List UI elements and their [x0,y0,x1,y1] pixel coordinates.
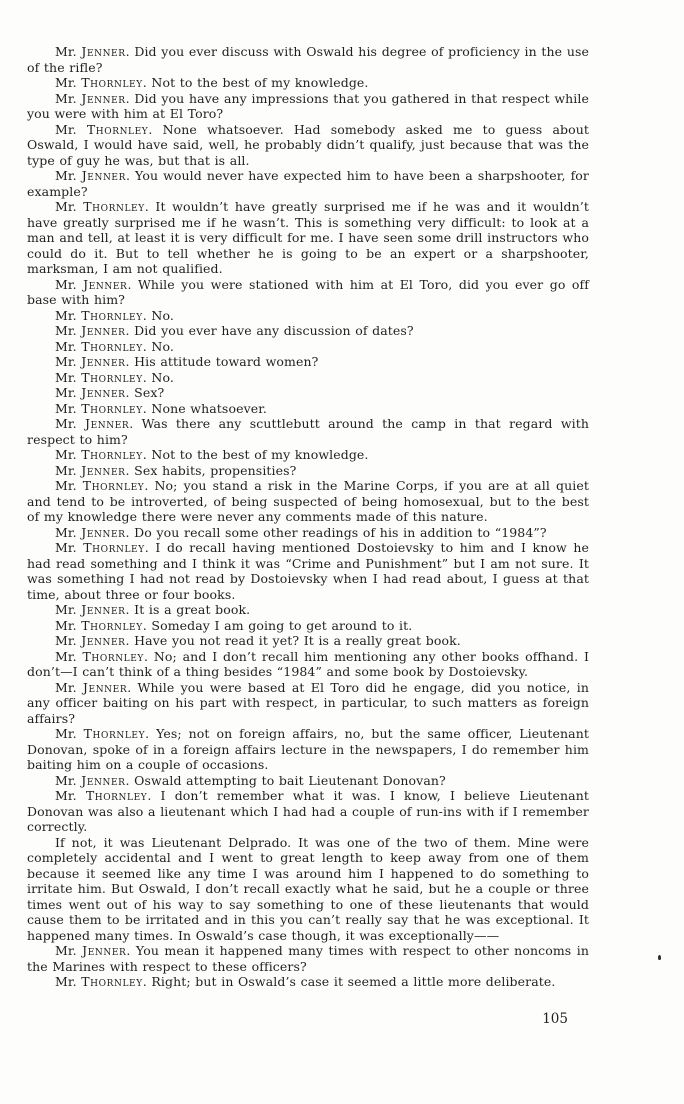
transcript-paragraph: Mr. Thornley. Not to the best of my knowledge. [55,447,369,462]
speaker-name: Mr. Jenner. [55,943,131,958]
speaker-name: Mr. Thornley. [55,447,147,462]
speaker-name: Mr. Thornley. [55,307,147,323]
speaker-name: Mr. Jenner. [55,772,130,788]
speaker-name: Mr. Jenner. [55,462,130,478]
speaker-name: Mr. Jenner. [55,276,132,292]
speaker-name: Mr. Thornley. [55,788,152,803]
speaker-name: Mr. Thornley. [55,478,149,493]
speaker-name: Mr. Jenner. [55,168,131,183]
transcript-paragraph: Mr. Thornley. No; you stand a risk in the Marine Corps, if you are at all quiet and tend to be introverted, of being suspected of being homosexual, but to the best of my knowledge there were never any comments made of this nature. [27,478,590,524]
transcript-paragraph: Mr. Jenner. Sex? [55,385,165,400]
speaker-name: Mr. Jenner. [55,602,130,617]
transcript-paragraph: Mr. Thornley. I don’t remember what it was. I know, I believe Lieutenant Donovan was also a lieutenant which I had had a couple of run-ins with if I remember correctly. [27,788,590,834]
speaker-name: Mr. Thornley. [55,199,149,214]
speaker-name: Mr. Jenner. [55,44,130,59]
transcript-paragraph: Mr. Jenner. Was there any scuttlebutt around the camp in that regard with respect to him? [27,416,589,447]
transcript-paragraph: Mr. Thornley. Not to the best of my knowledge. [55,75,369,90]
transcript-paragraph: Mr. Thornley. No. [55,307,174,323]
speaker-name: Mr. Jenner. [55,385,130,400]
speaker-name: Mr. Jenner. [55,524,130,540]
transcript-paragraph: Mr. Jenner. While you were based at El Toro did he engage, did you notice, in any officer baiting on his part with respect, in particular, to such matters as foreign affairs? [27,679,589,726]
transcript-paragraph: Mr. Jenner. While you were stationed with him at El Toro, did you ever go off base with him? [27,276,589,307]
speaker-name: Mr. Thornley. [55,369,147,385]
speaker-name: Mr. Thornley. [55,617,147,633]
transcript-paragraph: Mr. Thornley. I do recall having mentioned Dostoievsky to him and I know he had read something and I think it was “Crime and Punishment” but I am not sure. It was something I had not read by Dostoievsky when I had read about, I guess at that time, about three or four books. [27,540,590,602]
transcript-paragraph: Mr. Jenner. Oswald attempting to bait Lieutenant Donovan? [55,772,446,788]
speaker-name: Mr. Thornley. [55,726,150,741]
transcript [27,44,589,990]
transcript-paragraph: Mr. Thornley. Right; but in Oswald’s case it seemed a little more deliberate. [55,974,556,989]
speaker-name: Mr. Jenner. [55,679,132,695]
transcript-paragraph: Mr. Thornley. No; and I don’t recall him mentioning any other books offhand. I don’t—I can’t think of a thing besides “1984” and some book by Dostoievsky. [27,648,589,679]
speaker-name: Mr. Thornley. [55,974,147,989]
transcript-paragraph: Mr. Thornley. Yes; not on foreign affairs, no, but the same officer, Lieutenant Donovan, spoke of in a foreign affairs lecture in the newspapers, I do remember him baiting him on a couple of occasions. [27,726,590,772]
transcript-paragraph: Mr. Jenner. You would never have expected him to have been a sharpshooter, for example? [27,168,589,199]
transcript-paragraph: Mr. Thornley. It wouldn’t have greatly surprised me if he was and it wouldn’t have greatly surprised me if he wasn’t. This is something very difficult: to look at a man and tell, at least it is very difficult for me. I have seen some drill instructors who could do it. But to tell whether he is going to be an expert or a sharpshooter, marksman, I am not qualified. [27,199,590,276]
transcript-paragraph: Mr. Thornley. No. [55,369,174,385]
transcript-paragraph: Mr. Jenner. Do you recall some other readings of his in addition to “1984”? [55,524,547,540]
transcript-paragraph: If not, it was Lieutenant Delprado. It was one of the two of them. Mine were completely accidental and I went to great length to keep away from one of them because it seemed like any time I was around him I happened to do something to irritate him. But Oswald, I don’t recall exactly what he said, but he a couple or three times went out of his way to say something to one of these lieutenants that would cause them to be irritated and in this you can’t really say that he was exceptional. It happened many times. In Oswald’s case though, it was exceptionally—— [27,834,589,943]
speaker-name: Mr. Thornley. [55,648,149,664]
speaker-name: Mr. Thornley. [55,540,149,555]
transcript-paragraph: Mr. Thornley. No. [55,338,174,354]
transcript-paragraph: Mr. Jenner. It is a great book. [55,602,251,617]
speaker-name: Mr. Jenner. [55,90,130,106]
speaker-name: Mr. Jenner. [55,323,130,338]
speaker-name: Mr. Thornley. [55,400,147,416]
transcript-paragraph: Mr. Jenner. Sex habits, propensities? [55,462,297,478]
transcript-paragraph: Mr. Thornley. None whatsoever. [55,400,267,416]
speaker-name: Mr. Jenner. [55,354,130,369]
transcript-paragraph: Mr. Jenner. You mean it happened many times with respect to other noncoms in the Marines with respect to these officers? [27,943,589,974]
transcript-paragraph: Mr. Jenner. Did you ever discuss with Oswald his degree of proficiency in the use of the rifle? [27,44,589,75]
transcript-paragraph: Mr. Jenner. His attitude toward women? [55,354,319,369]
speaker-name: Mr. Thornley. [55,338,147,354]
speaker-name: Mr. Jenner. [55,416,134,431]
speaker-name: Mr. Jenner. [55,633,130,648]
page-number: 105 [542,1011,568,1027]
transcript-paragraph: Mr. Jenner. Have you not read it yet? It is a really great book. [55,633,461,648]
transcript-paragraph: Mr. Thornley. None whatsoever. Had somebody asked me to guess about Oswald, I would have said, well, he probably didn’t qualify, just because that was the type of guy he was, but that is all. [27,121,590,168]
transcript-paragraph: Mr. Thornley. Someday I am going to get around to it. [55,617,413,633]
ink-speck [658,955,661,960]
speaker-name: Mr. Thornley. [55,121,153,137]
transcript-paragraph: Mr. Jenner. Did you ever have any discussion of dates? [55,323,414,338]
speaker-name: Mr. Thornley. [55,75,147,90]
transcript-paragraph: Mr. Jenner. Did you have any impressions that you gathered in that respect while you were with him at El Toro? [27,90,590,121]
